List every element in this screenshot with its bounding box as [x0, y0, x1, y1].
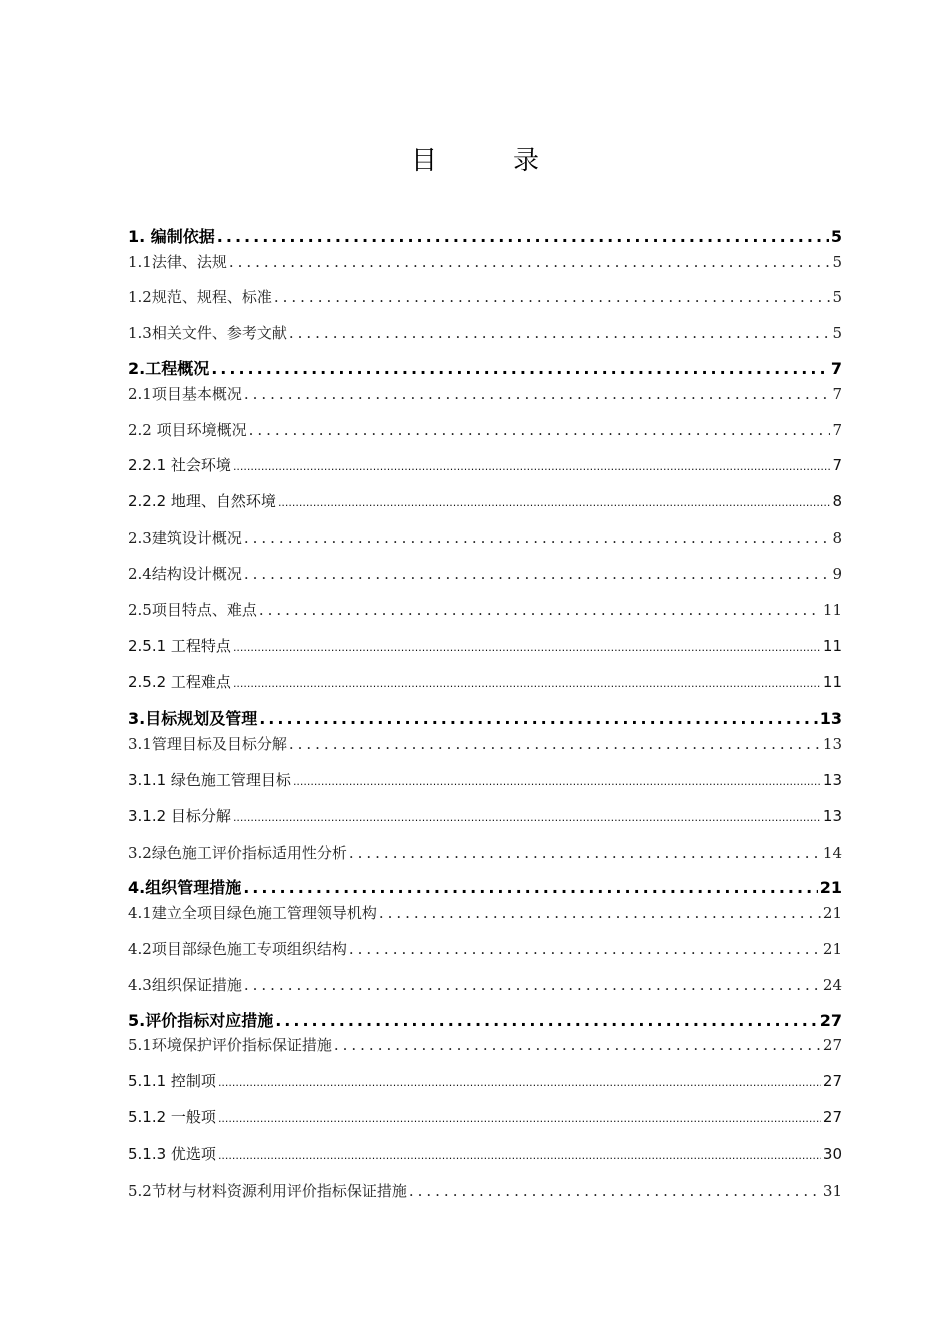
toc-dot-leader — [249, 419, 831, 441]
toc-entry-page-number: 14 — [822, 844, 842, 862]
toc-entry-label: 3.1管理目标及目标分解 — [128, 735, 287, 753]
toc-entry-label: 2.5项目特点、难点 — [128, 601, 257, 619]
toc-dot-leader — [293, 769, 821, 791]
toc-entry[interactable] — [128, 358, 842, 380]
toc-dot-leader — [218, 1143, 821, 1165]
page-title — [0, 140, 950, 177]
toc-dot-leader — [244, 563, 831, 585]
toc-entry-page-number: 27 — [819, 1011, 842, 1030]
toc-entry[interactable] — [128, 322, 842, 344]
toc-dot-leader — [211, 358, 829, 380]
toc-entry-page-number: 9 — [832, 565, 842, 583]
toc-entry-label: 4.组织管理措施 — [128, 878, 242, 897]
toc-entry-label: 5.评价指标对应措施 — [128, 1011, 274, 1030]
toc-entry-page-number: 11 — [822, 673, 842, 691]
toc-dot-leader — [244, 383, 831, 405]
toc-entry-page-number: 5 — [832, 324, 842, 342]
toc-entry-label: 1. 编制依据 — [128, 227, 215, 246]
toc-dot-leader — [218, 1106, 821, 1128]
toc-entry[interactable] — [128, 226, 842, 248]
toc-entry-label: 2.4结构设计概况 — [128, 565, 242, 583]
toc-entry-label: 3.1.1 绿色施工管理目标 — [128, 771, 291, 789]
toc-entry[interactable] — [128, 974, 842, 996]
toc-entry-label: 2.工程概况 — [128, 359, 210, 378]
toc-entry[interactable] — [128, 805, 842, 827]
toc-entry-label: 2.2.1 社会环境 — [128, 456, 231, 474]
toc-entry[interactable] — [128, 1106, 842, 1128]
toc-entry-page-number: 27 — [822, 1072, 842, 1090]
toc-entry-page-number: 8 — [832, 492, 842, 510]
toc-entry-label: 5.1.1 控制项 — [128, 1072, 216, 1090]
toc-entry-label: 5.2节材与材料资源利用评价指标保证措施 — [128, 1182, 407, 1200]
toc-entry[interactable] — [128, 1010, 842, 1032]
toc-dot-leader — [274, 286, 831, 308]
toc-entry[interactable] — [128, 383, 842, 405]
toc-entry-page-number: 7 — [830, 359, 842, 378]
toc-entry-page-number: 11 — [822, 637, 842, 655]
toc-entry[interactable] — [128, 635, 842, 657]
toc-entry[interactable] — [128, 454, 842, 476]
toc-entry-label: 3.目标规划及管理 — [128, 709, 258, 728]
toc-entry-label: 2.2.2 地理、自然环境 — [128, 492, 276, 510]
title-char-1: 目 — [410, 146, 437, 176]
toc-dot-leader — [409, 1180, 821, 1202]
toc-entry-label: 4.2项目部绿色施工专项组织结构 — [128, 940, 347, 958]
toc-dot-leader — [275, 1010, 818, 1032]
toc-dot-leader — [233, 805, 821, 827]
toc-entry-page-number: 8 — [832, 529, 842, 547]
toc-entry[interactable] — [128, 733, 842, 755]
toc-entry-page-number: 24 — [822, 976, 842, 994]
toc-entry[interactable] — [128, 251, 842, 273]
toc-dot-leader — [244, 527, 831, 549]
toc-dot-leader — [229, 251, 831, 273]
toc-entry-page-number: 31 — [822, 1182, 842, 1200]
toc-entry-page-number: 13 — [822, 771, 842, 789]
toc-entry[interactable] — [128, 1034, 842, 1056]
toc-entry-label: 5.1.2 一般项 — [128, 1108, 216, 1126]
toc-entry-label: 4.1建立全项目绿色施工管理领导机构 — [128, 904, 377, 922]
toc-entry[interactable] — [128, 527, 842, 549]
toc-entry[interactable] — [128, 1180, 842, 1202]
title-char-2: 录 — [513, 146, 540, 176]
toc-dot-leader — [278, 490, 831, 512]
toc-entry-label: 1.1法律、法规 — [128, 253, 227, 271]
toc-dot-leader — [289, 322, 831, 344]
toc-entry-label: 3.2绿色施工评价指标适用性分析 — [128, 844, 347, 862]
toc-dot-leader — [233, 454, 831, 476]
toc-entry-page-number: 5 — [832, 288, 842, 306]
toc-entry[interactable] — [128, 563, 842, 585]
toc-entry[interactable] — [128, 490, 842, 512]
toc-dot-leader — [244, 974, 821, 996]
toc-entry-label: 2.3建筑设计概况 — [128, 529, 242, 547]
toc-dot-leader — [259, 708, 818, 730]
toc-dot-leader — [379, 902, 821, 924]
toc-entry-page-number: 30 — [822, 1145, 842, 1163]
toc-entry-page-number: 27 — [822, 1108, 842, 1126]
toc-entry[interactable] — [128, 902, 842, 924]
toc-dot-leader — [217, 226, 829, 248]
toc-entry[interactable] — [128, 1070, 842, 1092]
toc-entry[interactable] — [128, 708, 842, 730]
toc-entry-page-number: 5 — [830, 227, 842, 246]
toc-entry-label: 5.1环境保护评价指标保证措施 — [128, 1036, 332, 1054]
toc-entry-label: 1.3相关文件、参考文献 — [128, 324, 287, 342]
toc-entry[interactable] — [128, 938, 842, 960]
toc-entry-label: 5.1.3 优选项 — [128, 1145, 216, 1163]
toc-entry-page-number: 7 — [832, 385, 842, 403]
toc-entry[interactable] — [128, 769, 842, 791]
toc-entry-page-number: 13 — [822, 807, 842, 825]
toc-entry-page-number: 5 — [832, 253, 842, 271]
toc-entry[interactable] — [128, 671, 842, 693]
toc-entry-page-number: 21 — [822, 940, 842, 958]
toc-entry[interactable] — [128, 842, 842, 864]
toc-entry-page-number: 21 — [822, 904, 842, 922]
toc-dot-leader — [243, 877, 818, 899]
toc-dot-leader — [349, 938, 821, 960]
toc-entry[interactable] — [128, 419, 842, 441]
toc-entry-page-number: 11 — [822, 601, 842, 619]
toc-entry-label: 2.1项目基本概况 — [128, 385, 242, 403]
toc-entry-page-number: 13 — [819, 709, 842, 728]
toc-entry-label: 1.2规范、规程、标准 — [128, 288, 272, 306]
toc-entry[interactable] — [128, 877, 842, 899]
toc-entry-page-number: 7 — [832, 421, 842, 439]
toc-dot-leader — [233, 671, 821, 693]
toc-dot-leader — [334, 1034, 821, 1056]
toc-entry-label: 2.5.2 工程难点 — [128, 673, 231, 691]
toc-dot-leader — [259, 599, 821, 621]
toc-entry-label: 2.5.1 工程特点 — [128, 637, 231, 655]
toc-dot-leader — [218, 1070, 821, 1092]
toc-entry[interactable] — [128, 599, 842, 621]
toc-entry-label: 2.2 项目环境概况 — [128, 421, 247, 439]
toc-dot-leader — [233, 635, 821, 657]
toc-entry-label: 4.3组织保证措施 — [128, 976, 242, 994]
toc-entry[interactable] — [128, 1143, 842, 1165]
toc-entry[interactable] — [128, 286, 842, 308]
toc-dot-leader — [289, 733, 821, 755]
toc-entry-page-number: 21 — [819, 878, 842, 897]
toc-entry-page-number: 27 — [822, 1036, 842, 1054]
toc-entry-label: 3.1.2 目标分解 — [128, 807, 231, 825]
toc-entry-page-number: 7 — [832, 456, 842, 474]
toc-dot-leader — [349, 842, 821, 864]
toc-entry-page-number: 13 — [822, 735, 842, 753]
